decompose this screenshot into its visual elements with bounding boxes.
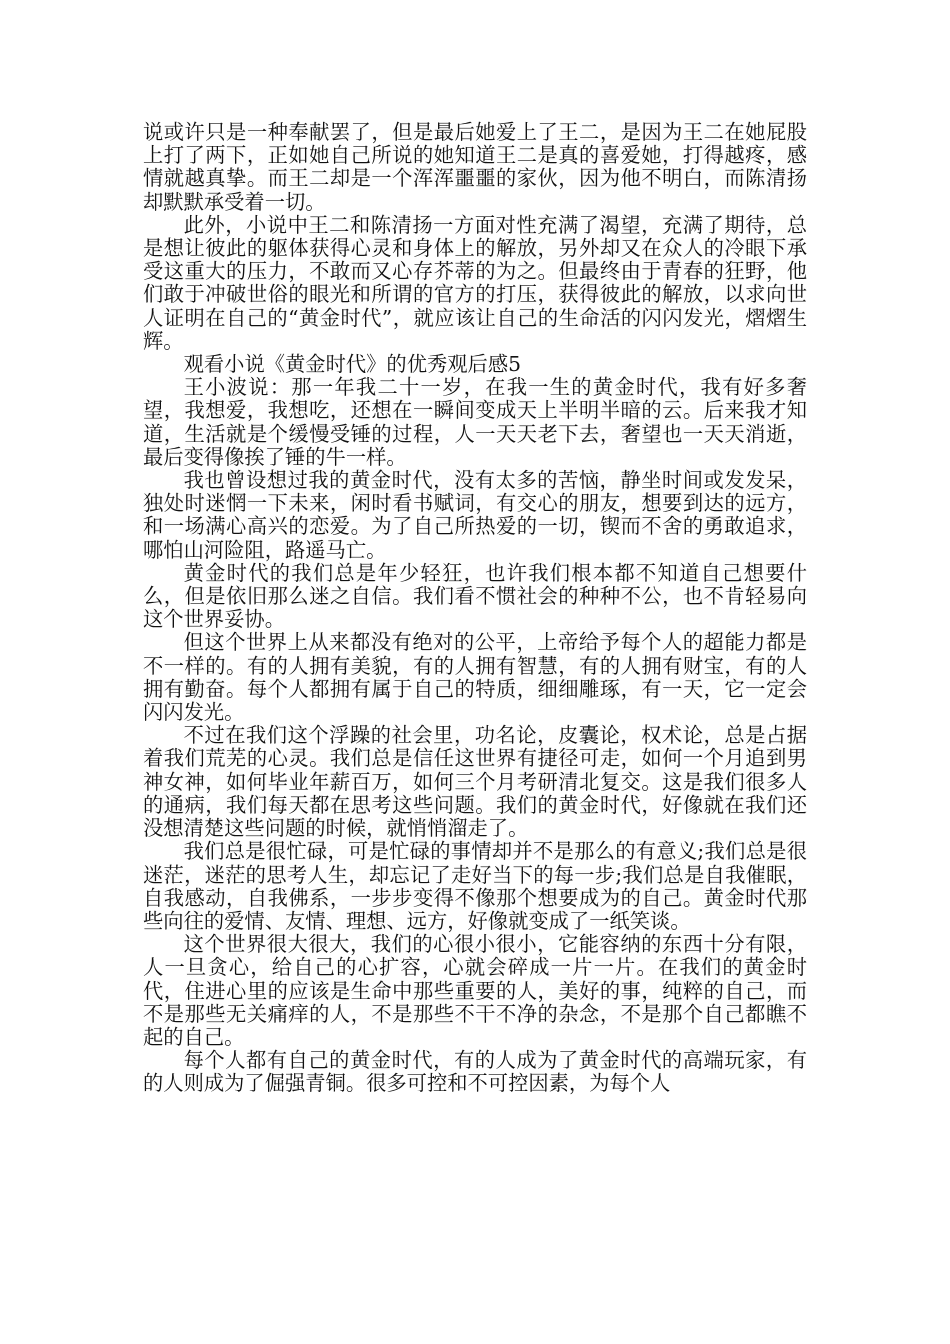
paragraph-body: 王小波说：那一年我二十一岁，在我一生的黄金时代，我有好多奢望，我想爱，我想吃，还想在一瞬间变成天上半明半暗的云。后来我才知道，生活就是个缓慢受锤的过程，人一天天老下去，奢望也一天天消逝，最后变得像挨了锤的牛一样。 [143, 375, 807, 469]
paragraph-body: 此外，小说中王二和陈清扬一方面对性充满了渴望，充满了期待，总是想让彼此的躯体获得心灵和身体上的解放，另外却又在众人的冷眼下承受这重大的压力，不敢而又心存芥蒂的为之。但最终由于青春的狂野，他们敢于冲破世俗的眼光和所谓的官方的打压，获得彼此的解放，以求向世人证明在自己的“黄金时代”，就应该让自己的生命活的闪闪发光，熠熠生辉。 [143, 212, 807, 353]
paragraph-continuation: 说或许只是一种奉献罢了，但是最后她爱上了王二，是因为王二在她屁股上打了两下，正如她自己所说的她知道王二是真的喜爱她，打得越疼，感情就越真挚。而王二却是一个浑浑噩噩的家伙，因为他不明白，而陈清扬却默默承受着一切。 [143, 120, 807, 214]
paragraph-body: 黄金时代的我们总是年少轻狂，也许我们根本都不知道自己想要什么，但是依旧那么迷之自信。我们看不惯社会的种种不公，也不肯轻易向这个世界妥协。 [143, 560, 807, 632]
section-heading: 观看小说《黄金时代》的优秀观后感5 [183, 352, 521, 377]
paragraph-body: 我们总是很忙碌，可是忙碌的事情却并不是那么的有意义;我们总是很迷茫，迷茫的思考人生，却忘记了走好当下的每一步;我们总是自我催眠，自我感动，自我佛系，一步步变得不像那个想要成为的自己。黄金时代那些向往的爱情、友情、理想、远方，好像就变成了一纸笑谈。 [143, 839, 807, 933]
paragraph-body: 不过在我们这个浮躁的社会里，功名论，皮囊论，权术论，总是占据着我们荒芜的心灵。我们总是信任这世界有捷径可走，如何一个月追到男神女神，如何毕业年薪百万，如何三个月考研清北复交。这是我们很多人的通病，我们每天都在思考这些问题。我们的黄金时代，好像就在我们还没想清楚这些问题的时候，就悄悄溜走了。 [143, 723, 807, 841]
paragraph-body: 但这个世界上从来都没有绝对的公平，上帝给予每个人的超能力都是不一样的。有的人拥有美貌，有的人拥有智慧，有的人拥有财宝，有的人拥有勤奋。每个人都拥有属于自己的特质，细细雕琢，有一天，它一定会闪闪发光。 [143, 630, 807, 725]
paragraph-body: 这个世界很大很大，我们的心很小很小，它能容纳的东西十分有限，人一旦贪心，给自己的心扩容，心就会碎成一片一片。在我们的黄金时代，住进心里的应该是生命中那些重要的人，美好的事，纯粹的自己，而不是那些无关痛痒的人，不是那些不干不净的杂念，不是那个自己都瞧不起的自己。 [143, 932, 807, 1049]
document-page [143, 121, 807, 1096]
paragraph-body: 我也曾设想过我的黄金时代，没有太多的苦恼，静坐时间或发发呆，独处时迷惘一下未来，闲时看书赋词，有交心的朋友，想要到达的远方，和一场满心高兴的恋爱。为了自己所热爱的一切，锲而不舍的勇敢追求，哪怕山河险阻，路遥马亡。 [143, 468, 807, 562]
paragraph-body: 每个人都有自己的黄金时代，有的人成为了黄金时代的高端玩家，有的人则成为了倔强青铜。很多可控和不可控因素，为每个人 [143, 1048, 807, 1096]
